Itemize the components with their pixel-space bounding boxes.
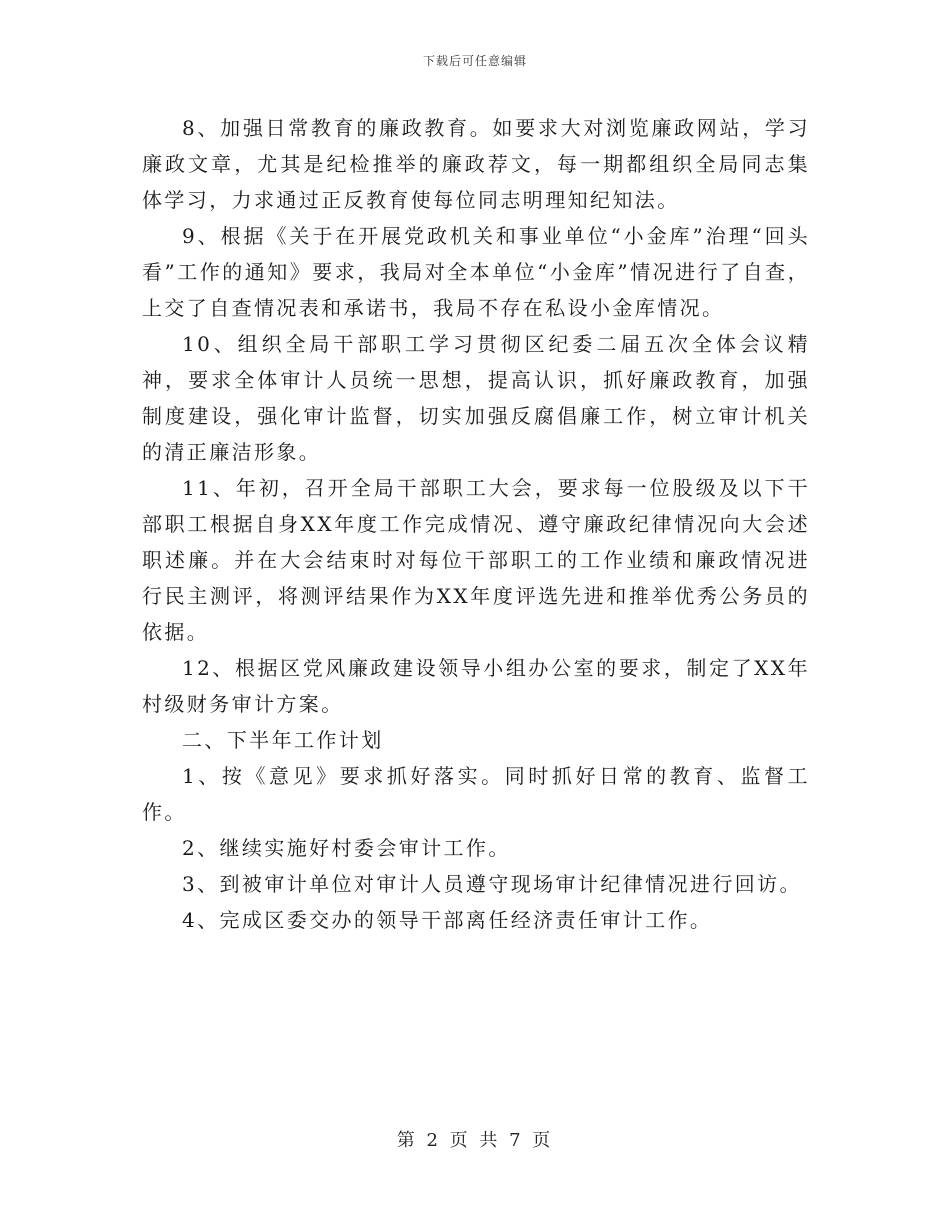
page-number-footer: 第 2 页 共 7 页 bbox=[396, 1130, 554, 1151]
paragraph-item-9: 9、根据《关于在开展党政机关和事业单位“小金库”治理“回头看”工作的通知》要求，我局对全本单位“小金库”情况进行了自查，上交了自查情况表和承诺书，我局不存在私设小金库情况。 bbox=[142, 224, 810, 320]
plan-item-1: 1、按《意见》要求抓好落实。同时抓好日常的教育、监督工作。 bbox=[142, 764, 810, 824]
section-heading: 二、下半年工作计划 bbox=[182, 728, 384, 752]
plan-item-2: 2、继续实施好村委会审计工作。 bbox=[182, 836, 511, 860]
plan-item-4: 4、完成区委交办的领导干部离任经济责任审计工作。 bbox=[182, 908, 713, 932]
document-body bbox=[142, 110, 810, 938]
paragraph-item-8: 8、加强日常教育的廉政教育。如要求大对浏览廉政网站，学习廉政文章，尤其是纪检推举的廉政荐文，每一期都组织全局同志集体学习，力求通过正反教育使每位同志明理知纪知法。 bbox=[142, 116, 810, 212]
page-header: 下载后可任意编辑 bbox=[422, 54, 527, 68]
paragraph-item-12: 12、根据区党风廉政建设领导小组办公室的要求，制定了XX年村级财务审计方案。 bbox=[142, 656, 810, 716]
paragraph-item-10: 10、组织全局干部职工学习贯彻区纪委二届五次全体会议精神，要求全体审计人员统一思想，提高认识，抓好廉政教育，加强制度建设，强化审计监督，切实加强反腐倡廉工作，树立审计机关的清正廉洁形象。 bbox=[142, 332, 810, 464]
plan-item-3: 3、到被审计单位对审计人员遵守现场审计纪律情况进行回访。 bbox=[182, 872, 802, 896]
paragraph-item-11: 11、年初，召开全局干部职工大会，要求每一位股级及以下干部职工根据自身XX年度工作完成情况、遵守廉政纪律情况向大会述职述廉。并在大会结束时对每位干部职工的工作业绩和廉政情况进行民主测评，将测评结果作为XX年度评选先进和推举优秀公务员的依据。 bbox=[142, 476, 810, 644]
